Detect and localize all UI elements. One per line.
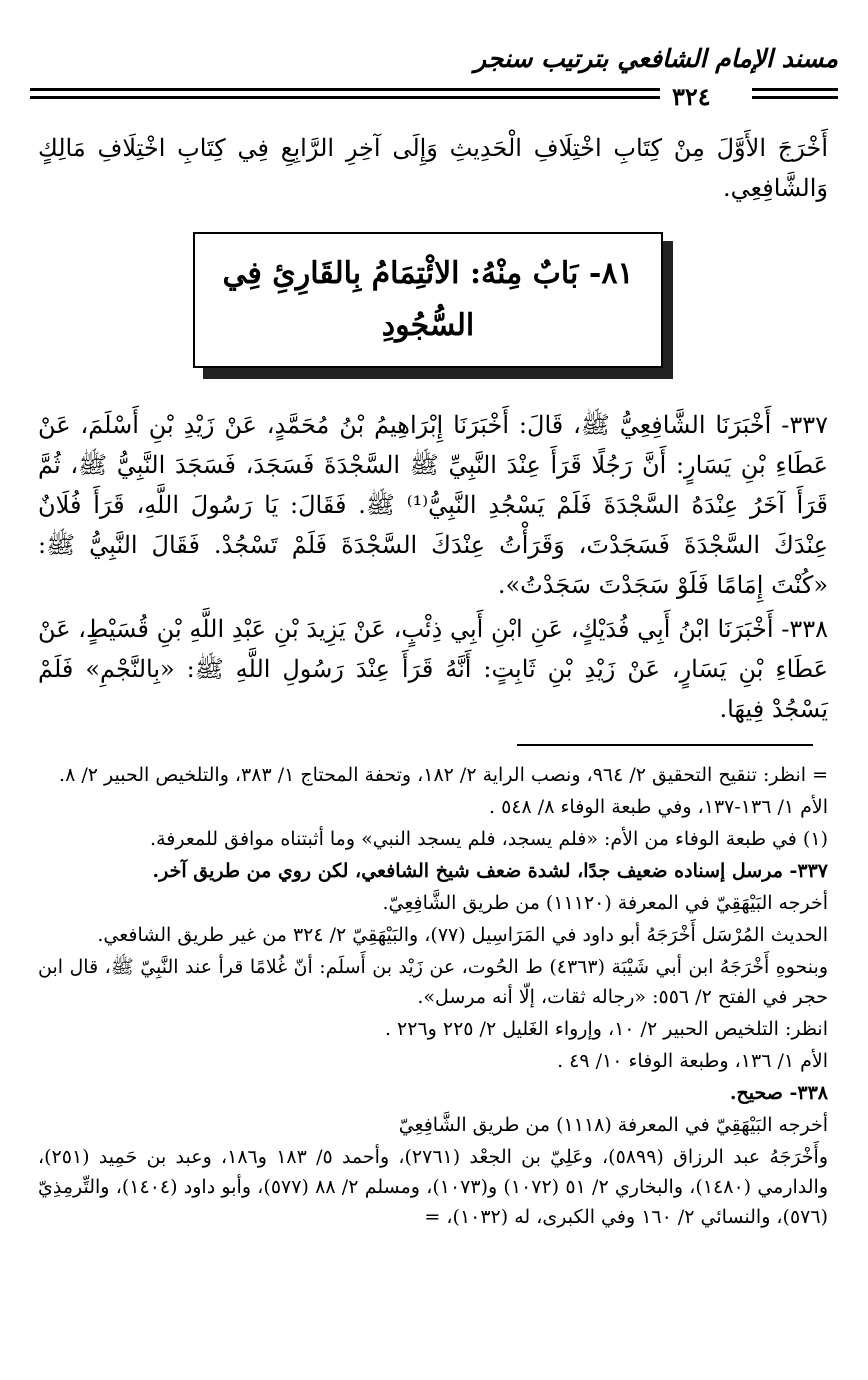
note-line: وأَخْرَجَهُ عبد الرزاق (٥٨٩٩)، وعَلِيّ بن الجعْد (٢٧٦١)، وأحمد ٥/ ١٨٣ و١٨٦، وعبد بن حَمِيد (٢٥١)، والدارمي (١٤٨٠)، والبخاري ٢/ ٥١ (١٠٧٢) و(١٠٧٣)، ومسلم ٢/ ٨٨ (٥٧٧)، وأبو داود (١٤٠٤)، والتِّرمِذِيّ (٥٧٦)، والنسائي ٢/ ١٦٠ وفي الكبرى، له (١٠٣٢)، =	[38, 1146, 829, 1228]
header-rule-bottom	[30, 96, 660, 99]
note-line: الحديث المُرْسَل أَخْرَجَهُ أبو داود في المَرَاسِيل (٧٧)، والبَيْهَقِيّ ٢/ ٣٢٤ من غير طريق الشافعي.	[97, 924, 828, 946]
note-line: ٣٣٧- مرسل إسناده ضعيف جدًا، لشدة ضعف شيخ الشافعي، لكن روي من طريق آخر.	[152, 860, 828, 882]
footnote-separator	[517, 744, 813, 746]
page-number: ٣٢٤	[672, 82, 711, 111]
note-line: وبنحوهِ أَخْرَجَهُ ابن أبي شَيْبَة (٤٣٦٣) ط الحُوت، عن زَيْد بن أَسلَم: أنّ غُلامًا قرأ عند النَّبِيّ ﷺ، قال ابن حجر في الفتح ٢/ ٥٥٦: «رجاله ثقات، إلّا أنه مرسل».	[38, 956, 829, 1008]
note-line: (١) في طبعة الوفاء من الأم: «فلم يسجد، فلم يسجد النبي» وما أثبتناه موافق للمعرفة.	[150, 828, 828, 850]
note-line: أخرجه البَيْهَقِيّ في المعرفة (١١١٨) من طريق الشَّافِعِيّ	[398, 1114, 828, 1136]
note-line: ٣٣٨- صحيح.	[729, 1082, 828, 1104]
note-line: = انظر: تنقيح التحقيق ٢/ ٩٦٤، ونصب الراية ٢/ ١٨٢، وتحفة المحتاج ١/ ٣٨٣، والتلخيص الحبير ٢/ ٨.	[59, 764, 828, 786]
footnotes	[38, 760, 828, 1234]
chapter-title: ٨١- بَابٌ مِنْهُ: الائْتِمَامُ بِالقَارِئِ فِي السُّجُودِ	[222, 256, 634, 343]
intro-paragraph	[38, 128, 828, 208]
note-line: الأم ١/ ١٣٦-١٣٧، وفي طبعة الوفاء ٨/ ٥٤٨ .	[489, 796, 828, 818]
hadith-337: ٣٣٧- أَخْبَرَنَا الشَّافِعِيُّ ﷺ، قَالَ: أَخْبَرَنَا إِبْرَاهِيمُ بْنُ مُحَمَّدٍ، عَنْ زَيْدِ بْنِ أَسْلَمَ، عَنْ عَطَاءِ بْنِ يَسَارٍ: أَنَّ رَجُلًا قَرَأَ عِنْدَ النَّبِيِّ ﷺ السَّجْدَةَ فَسَجَدَ، فَسَجَدَ النَّبِيُّ ﷺ، ثُمَّ قَرَأَ آخَرُ عِنْدَهُ السَّجْدَةَ فَلَمْ يَسْجُدِ النَّبِيُّ⁽¹⁾ ﷺ. فَقَالَ: يَا رَسُولَ اللَّهِ، قَرَأَ فُلَانٌ عِنْدَكَ السَّجْدَةَ فَسَجَدْتَ، وَقَرَأْتُ عِنْدَكَ السَّجْدَةَ فَلَمْ تَسْجُدْ. فَقَالَ النَّبِيُّ ﷺ: «كُنْتَ إِمَامًا فَلَوْ سَجَدْتَ سَجَدْتُ».	[38, 411, 829, 599]
note-line: الأم ١/ ١٣٦، وطبعة الوفاء ١٠/ ٤٩ .	[557, 1050, 828, 1072]
book-title: مسند الإمام الشافعي بترتيب سنجر	[474, 44, 838, 73]
hadith-338: ٣٣٨- أَخْبَرَنَا ابْنُ أَبِي فُدَيْكٍ، عَنِ ابْنِ أَبِي ذِئْبٍ، عَنْ يَزِيدَ بْنِ عَبْدِ اللَّهِ بْنِ قُسَيْطٍ، عَنْ عَطَاءِ بْنِ يَسَارٍ، عَنْ زَيْدِ بْنِ ثَابِتٍ: أَنَّهُ قَرَأَ عِنْدَ رَسُولِ اللَّهِ ﷺ: «بِالنَّجْمِ» فَلَمْ يَسْجُدْ فِيهَا.	[38, 615, 828, 723]
chapter-heading-box	[193, 232, 663, 368]
page-number-rule-bottom	[752, 96, 838, 99]
hadith-section	[38, 405, 828, 729]
header-rule-top	[30, 88, 660, 91]
page-number-rule-top	[752, 88, 838, 91]
note-line: انظر: التلخيص الحبير ٢/ ١٠، وإرواء الغَليل ٢/ ٢٢٥ و٢٢٦ .	[384, 1018, 828, 1040]
note-line: أخرجه البَيْهَقِيّ في المعرفة (١١١٢٠) من طريق الشَّافِعِيّ.	[382, 892, 828, 914]
intro-text: أَخْرَجَ الأَوَّلَ مِنْ كِتَابِ اخْتِلَافِ الْحَدِيثِ وَإِلَى آخِرِ الرَّابِعِ فِي كِتَابِ اخْتِلَافِ مَالِكٍ وَالشَّافِعِي.	[38, 134, 828, 202]
